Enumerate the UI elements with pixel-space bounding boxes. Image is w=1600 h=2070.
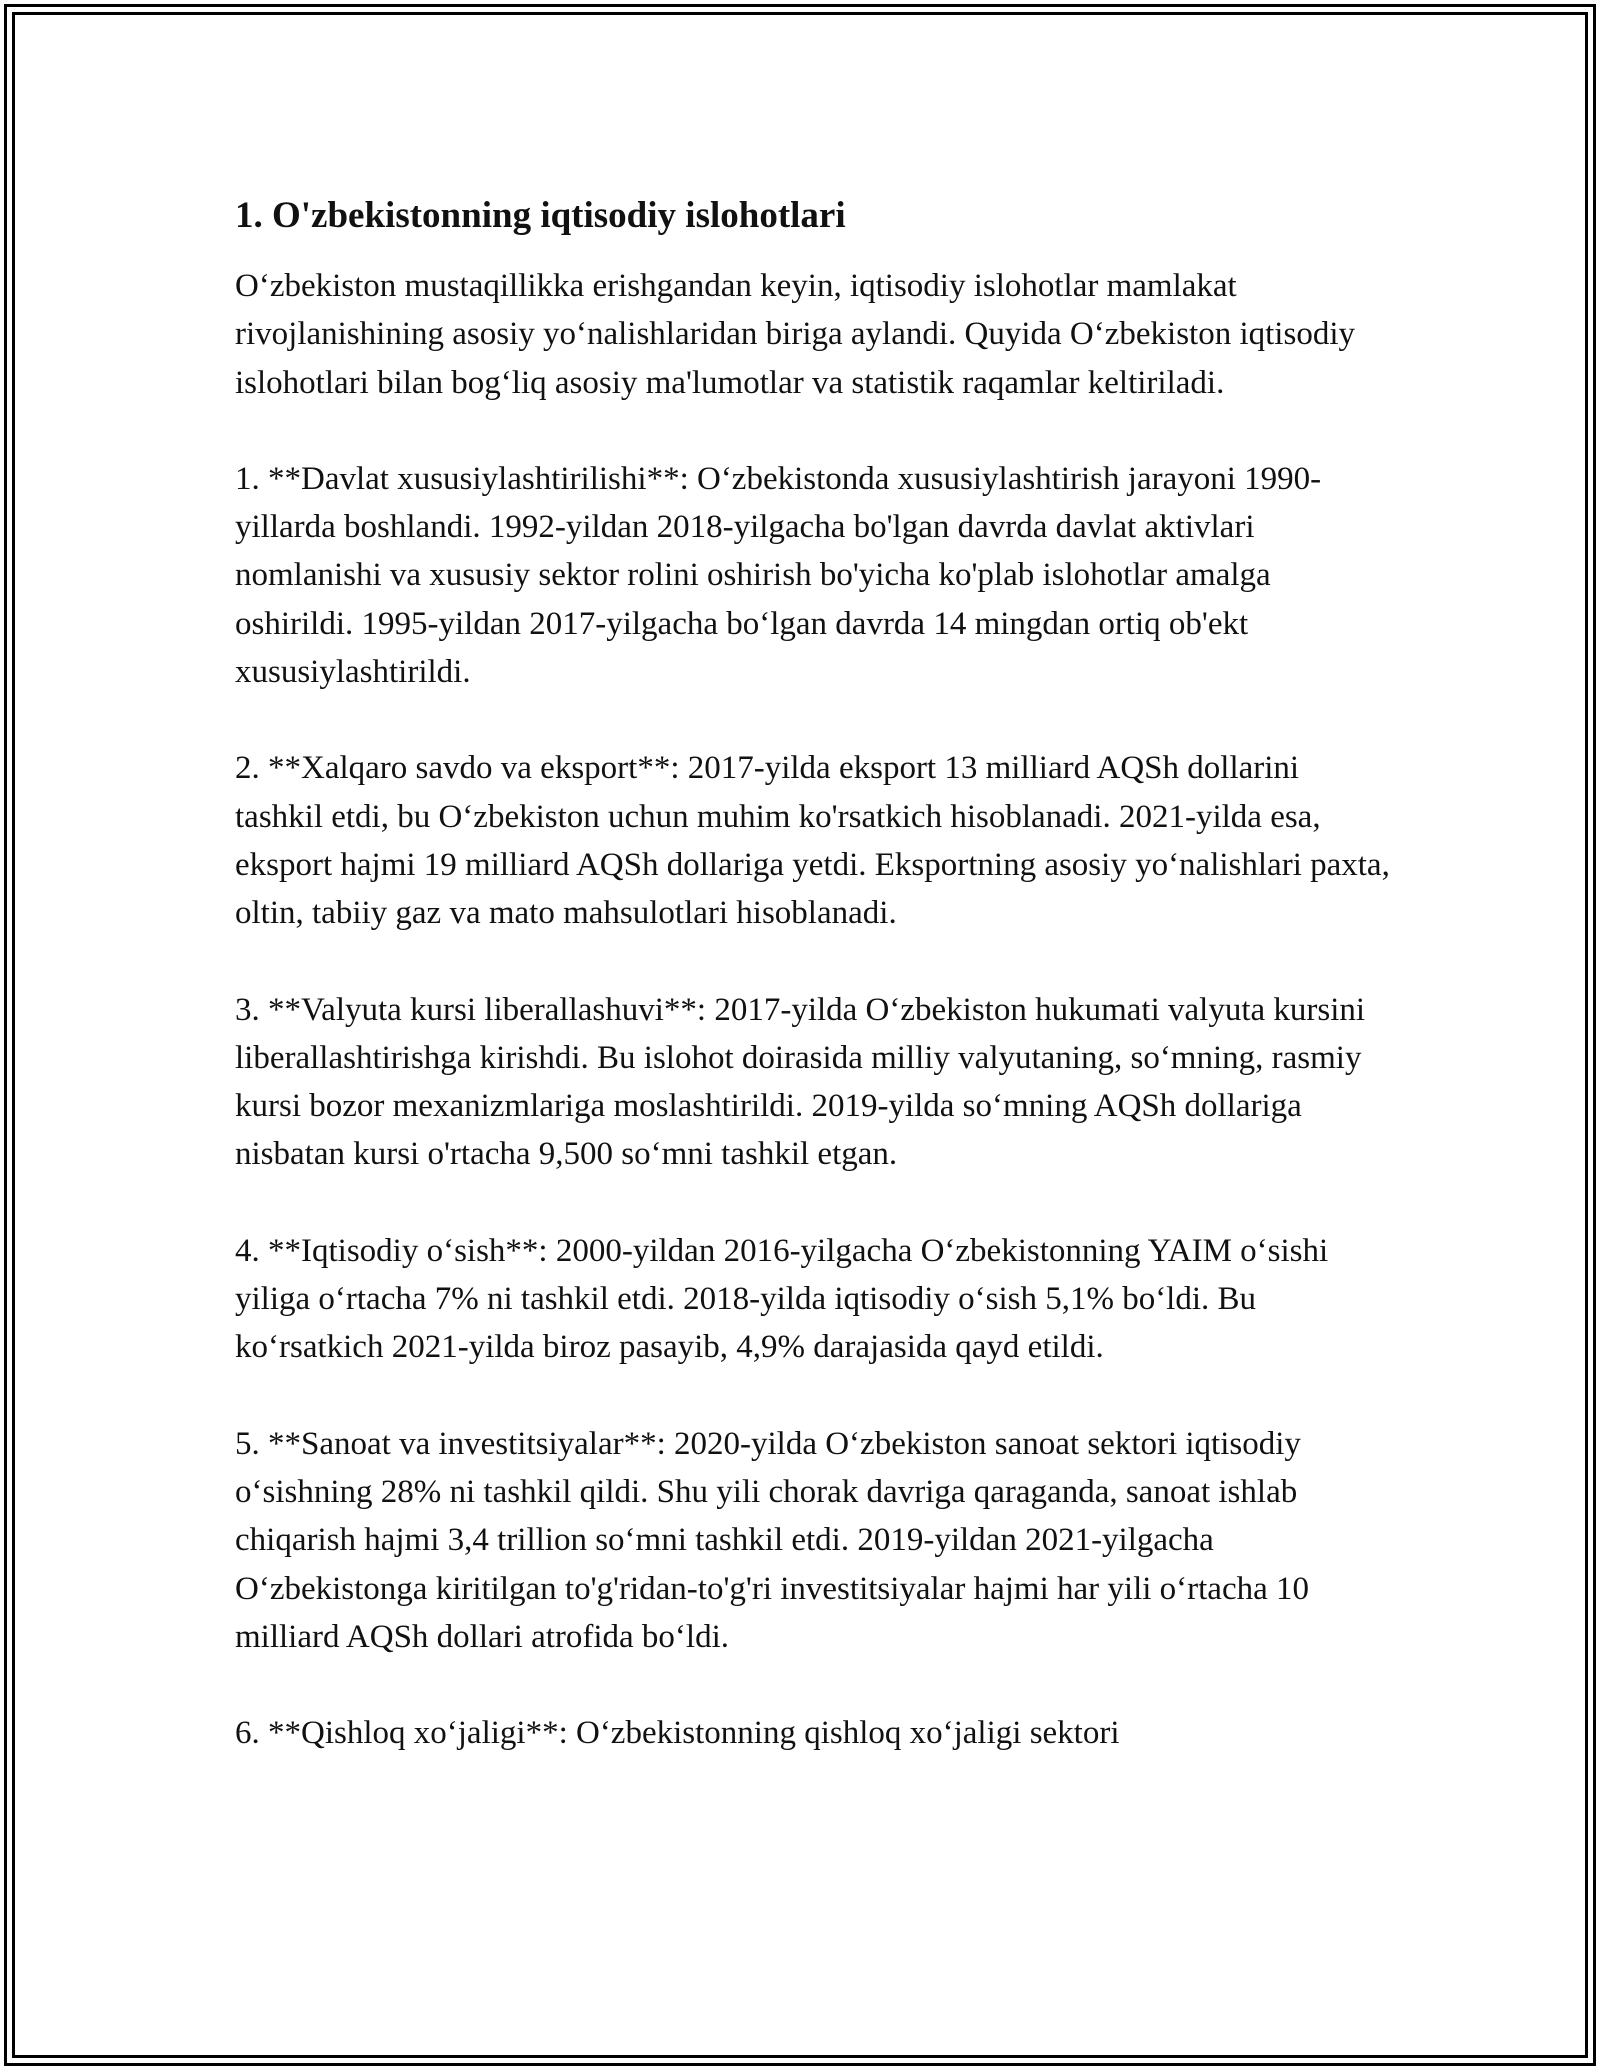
document-body	[235, 186, 1395, 1805]
document-title: 1. O'zbekistonning iqtisodiy islohotlari	[235, 195, 846, 236]
paragraph-privatization: 1. **Davlat xususiylashtirilishi**: O‘zbekistonda xususiylashtirish jarayoni 1990-yillarda boshlandi. 1992-yildan 2018-yilgacha bo'lgan davrda davlat aktivlari nomlanishi va xususiy sektor rolini oshirish bo'yicha ko'plab islohotlar amalga oshirildi. 1995-yildan 2017-yilgacha bo‘lgan davrda 14 mingdan ortiq ob'ekt xususiylashtirildi.	[235, 460, 1322, 691]
paragraph-agriculture: 6. **Qishloq xo‘jaligi**: O‘zbekistonning qishloq xo‘jaligi sektori	[235, 1715, 1120, 1752]
paragraph-currency-liberalization: 3. **Valyuta kursi liberallashuvi**: 2017-yilda O‘zbekiston hukumati valyuta kursini liberallashtirishga kirishdi. Bu islohot doirasida milliy valyutaning, so‘mning, rasmiy kursi bozor mexanizmlariga moslashtirildi. 2019-yilda so‘mning AQSh dollariga nisbatan kursi o'rtacha 9,500 so‘mni tashkil etgan.	[235, 991, 1366, 1173]
paragraph-trade-export: 2. **Xalqaro savdo va eksport**: 2017-yilda eksport 13 milliard AQSh dollarini tashkil etdi, bu O‘zbekiston uchun muhim ko'rsatkich hisoblanadi. 2021-yilda esa, eksport hajmi 19 milliard AQSh dollariga yetdi. Eksportning asosiy yo‘nalishlari paxta, oltin, tabiiy gaz va mato mahsulotlari hisoblanadi.	[235, 750, 1390, 932]
intro-paragraph: O‘zbekiston mustaqillikka erishgandan keyin, iqtisodiy islohotlar mamlakat rivojlanishining asosiy yo‘nalishlaridan biriga aylandi. Quyida O‘zbekiston iqtisodiy islohotlari bilan bog‘liq asosiy ma'lumotlar va statistik raqamlar keltiriladi.	[235, 268, 1355, 401]
paragraph-industry-investment: 5. **Sanoat va investitsiyalar**: 2020-yilda O‘zbekiston sanoat sektori iqtisodiy o‘sishning 28% ni tashkil qildi. Shu yili chorak davriga qaraganda, sanoat ishlab chiqarish hajmi 3,4 trillion so‘mni tashkil etdi. 2019-yildan 2021-yilgacha O‘zbekistonga kiritilgan to'g'ridan-to'g'ri investitsiyalar hajmi har yili o‘rtacha 10 milliard AQSh dollari atrofida bo‘ldi.	[235, 1425, 1309, 1655]
paragraph-economic-growth: 4. **Iqtisodiy o‘sish**: 2000-yildan 2016-yilgacha O‘zbekistonning YAIM o‘sishi yiliga o‘rtacha 7% ni tashkil etdi. 2018-yilda iqtisodiy o‘sish 5,1% bo‘ldi. Bu ko‘rsatkich 2021-yilda biroz pasayib, 4,9% darajasida qayd etildi.	[235, 1232, 1329, 1366]
